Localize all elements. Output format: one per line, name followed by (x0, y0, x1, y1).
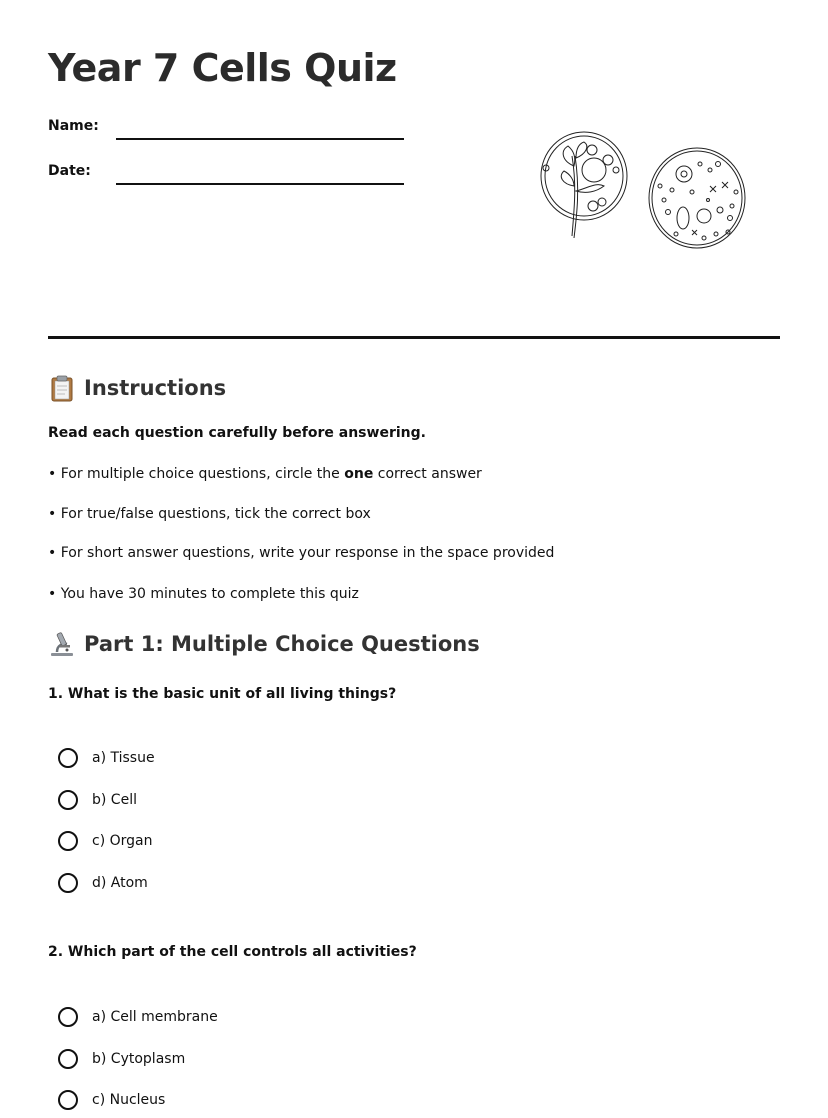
option-label: a) Tissue (92, 750, 155, 766)
q1-option-a[interactable] (58, 748, 155, 768)
part1-heading-text: Part 1: Multiple Choice Questions (84, 632, 480, 656)
radio-circle[interactable] (58, 790, 78, 810)
radio-circle[interactable] (58, 1007, 78, 1027)
question-1-text: 1. What is the basic unit of all living things? (48, 686, 397, 702)
instruction-bullet: • For true/false questions, tick the correct box (48, 506, 371, 522)
radio-circle[interactable] (58, 748, 78, 768)
q2-option-a[interactable] (58, 1007, 218, 1027)
question-2-text: 2. Which part of the cell controls all activities? (48, 944, 417, 960)
animal-cell-illustration (649, 148, 745, 248)
microscope-icon (48, 630, 76, 658)
header-divider (48, 336, 780, 339)
plant-cell-illustration (541, 132, 627, 238)
q1-option-b[interactable] (58, 790, 137, 810)
instruction-bullet-suffix: correct answer (373, 466, 482, 482)
option-label: c) Nucleus (92, 1092, 166, 1108)
instruction-bullet: • For short answer questions, write your response in the space provided (48, 545, 555, 561)
page-title: Year 7 Cells Quiz (48, 46, 397, 90)
q1-option-d[interactable] (58, 873, 148, 893)
name-line (116, 138, 404, 140)
instruction-bullet-prefix: • For multiple choice questions, circle the (48, 466, 345, 482)
option-label: d) Atom (92, 875, 148, 891)
radio-circle[interactable] (58, 873, 78, 893)
q2-option-b[interactable] (58, 1049, 185, 1069)
part1-heading (48, 630, 480, 658)
q1-option-c[interactable] (58, 831, 152, 851)
option-label: b) Cell (92, 792, 137, 808)
instruction-bullet-emphasis: one (344, 466, 374, 482)
radio-circle[interactable] (58, 1049, 78, 1069)
name-label: Name: (48, 118, 99, 134)
instructions-heading (48, 374, 226, 402)
cells-illustration (532, 126, 754, 256)
radio-circle[interactable] (58, 1090, 78, 1110)
radio-circle[interactable] (58, 831, 78, 851)
date-line (116, 183, 404, 185)
date-label: Date: (48, 163, 91, 179)
instructions-intro: Read each question carefully before answering. (48, 425, 426, 441)
instructions-heading-text: Instructions (84, 376, 227, 400)
option-label: c) Organ (92, 833, 153, 849)
option-label: a) Cell membrane (92, 1009, 218, 1025)
q2-option-c[interactable] (58, 1090, 165, 1110)
instruction-bullet (48, 466, 482, 482)
option-label: b) Cytoplasm (92, 1051, 186, 1067)
clipboard-icon (48, 374, 76, 402)
instruction-bullet: • You have 30 minutes to complete this quiz (48, 586, 359, 602)
